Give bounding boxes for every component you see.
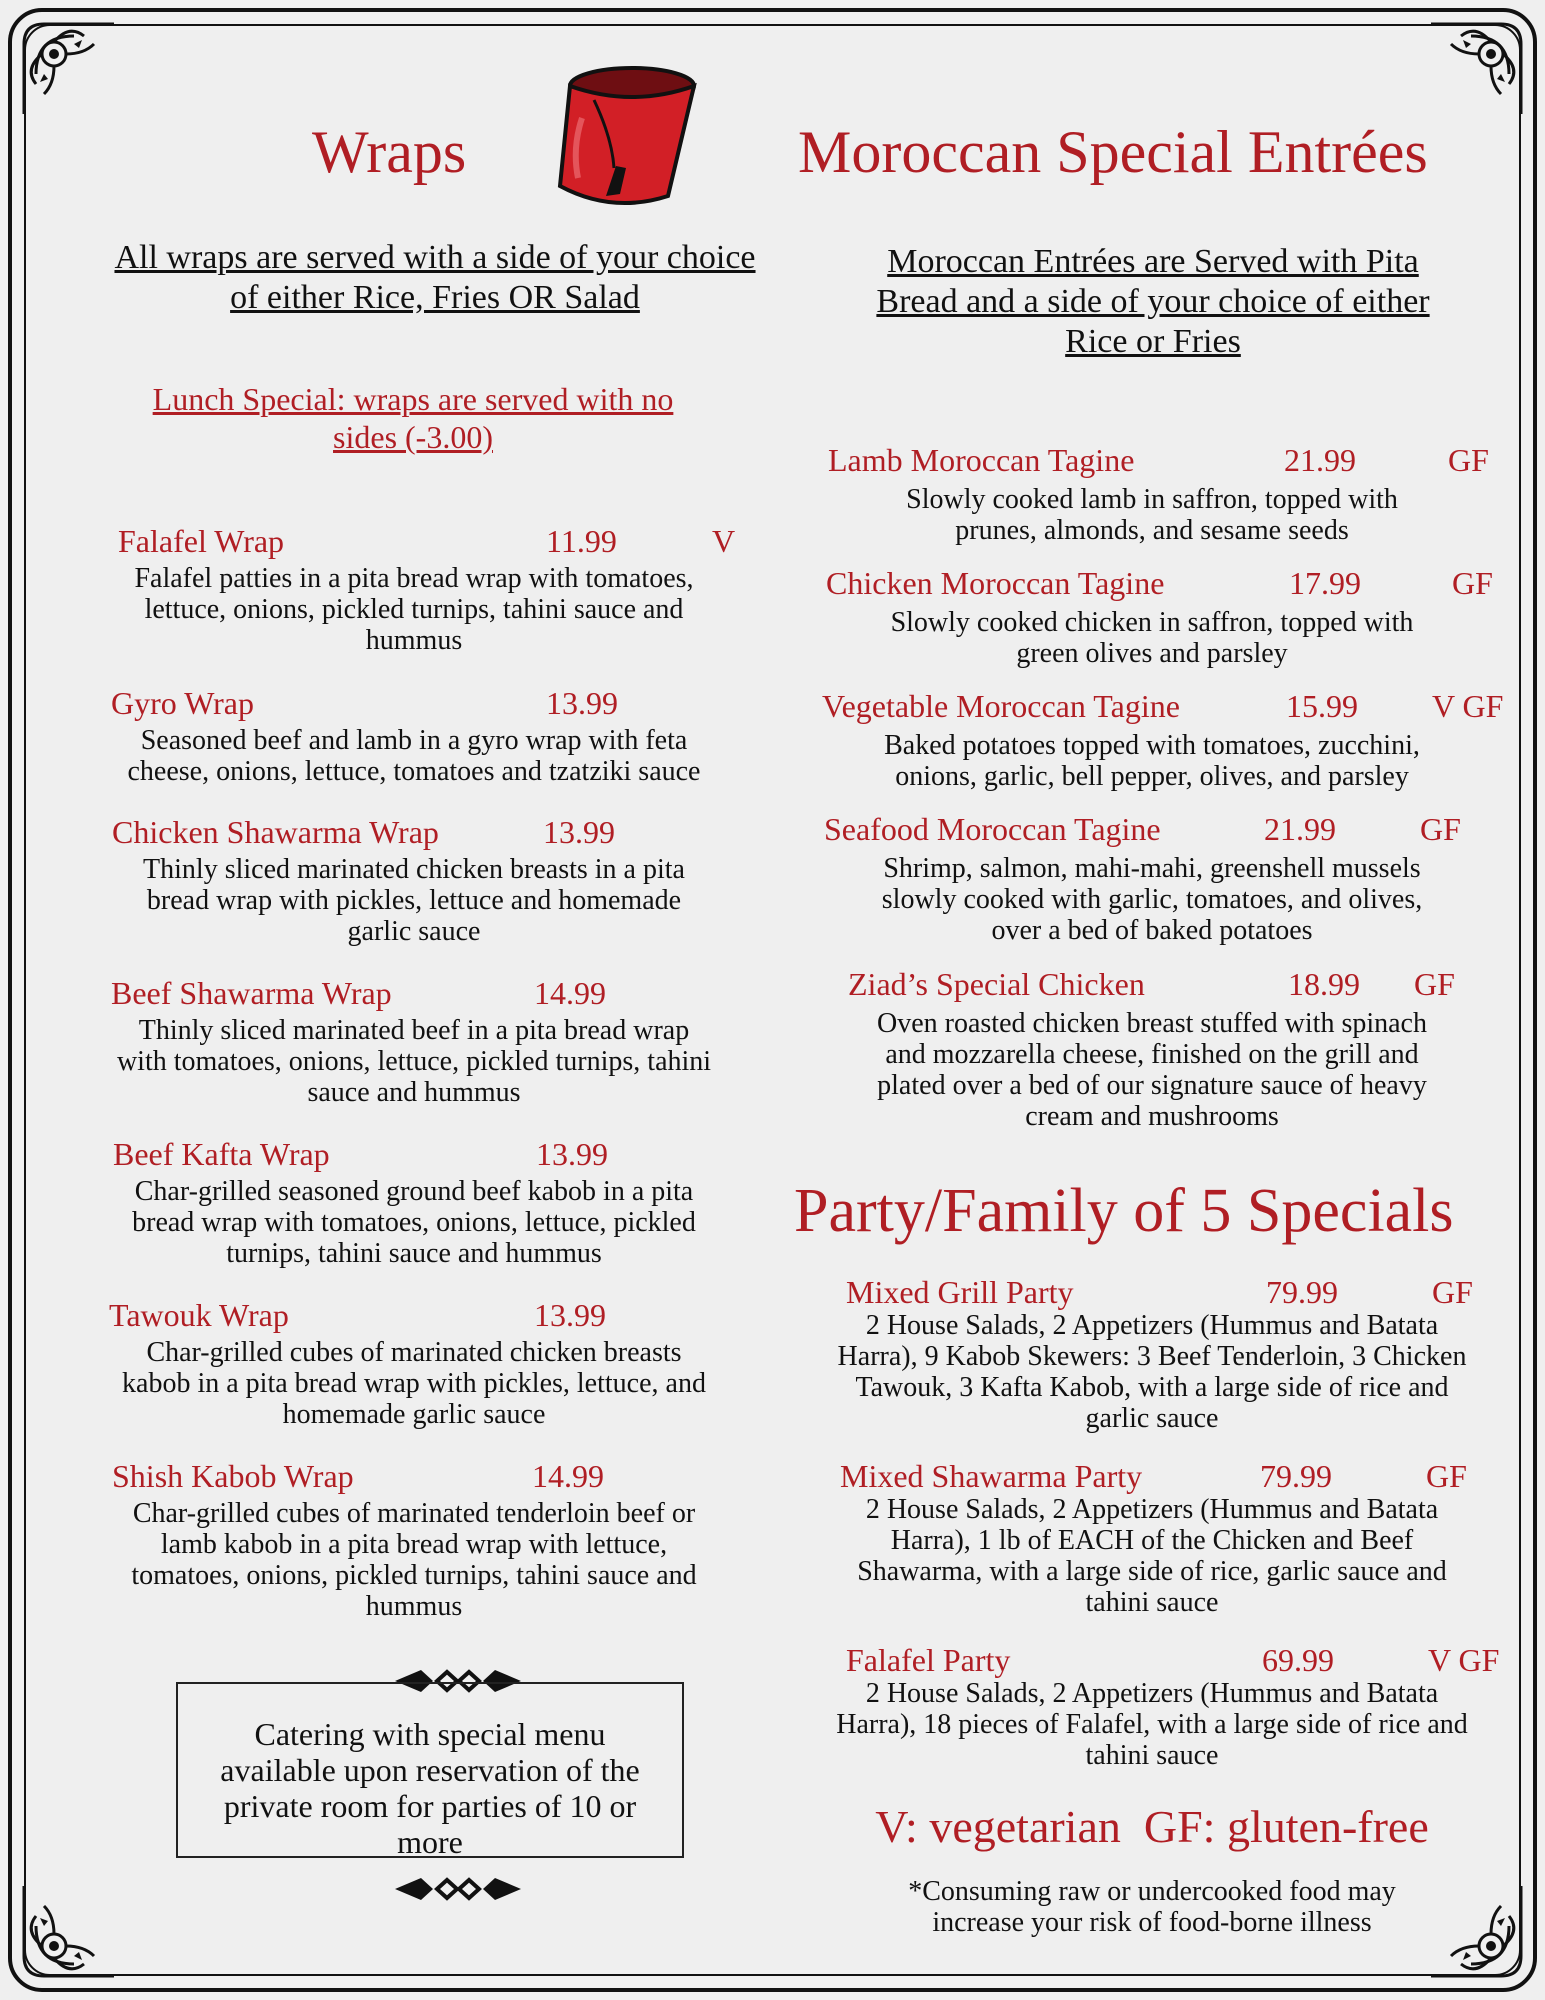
item-description: Thinly sliced marinated chicken breasts in a pita bread wrap with pickles, lettuce and homemade garlic sauce — [143, 854, 685, 947]
moroccan-note-line: Bread and a side of your choice of either — [876, 283, 1430, 320]
menu-item — [812, 442, 1492, 546]
catering-line: more — [397, 1824, 463, 1860]
item-description: Char-grilled cubes of marinated tenderloin beef or lamb kabob in a pita bread wrap with lettuce, tomatoes, onions, pickled turnips, tahini sauce and hummus — [131, 1498, 697, 1622]
item-tag: GF — [1448, 442, 1489, 478]
item-name: Tawouk Wrap — [109, 1297, 289, 1333]
item-description: Falafel patties in a pita bread wrap with tomatoes, lettuce, onions, pickled turnips, tahini sauce and hummus — [134, 563, 694, 656]
item-name: Ziad’s Special Chicken — [848, 966, 1145, 1002]
menu-item — [804, 1458, 1500, 1618]
item-name: Shish Kabob Wrap — [112, 1458, 354, 1494]
item-tag: V GF — [1428, 1642, 1500, 1678]
item-price: 14.99 — [534, 975, 606, 1011]
menu-item — [812, 688, 1504, 792]
item-name: Beef Shawarma Wrap — [111, 975, 392, 1011]
item-name: Mixed Shawarma Party — [840, 1458, 1143, 1494]
menu-item — [804, 1642, 1500, 1771]
moroccan-side-note — [806, 242, 1500, 362]
item-description: 2 House Salads, 2 Appetizers (Hummus and Batata Harra), 9 Kabob Skewers: 3 Beef Tenderloin, 3 Chicken Tawouk, 3 Kafta Kabob, with a large side of rice and garlic sauce — [837, 1310, 1467, 1434]
item-name: Beef Kafta Wrap — [113, 1136, 330, 1172]
item-price: 21.99 — [1284, 442, 1356, 478]
corner-flourish-icon — [14, 1876, 124, 1986]
item-tag: GF — [1426, 1458, 1467, 1494]
item-price: 17.99 — [1289, 565, 1361, 601]
item-tag: GF — [1414, 966, 1455, 1002]
item-price: 69.99 — [1262, 1642, 1334, 1678]
item-name: Seafood Moroccan Tagine — [824, 811, 1161, 847]
item-name: Lamb Moroccan Tagine — [828, 442, 1135, 478]
item-tag: GF — [1432, 1274, 1473, 1310]
catering-line: private room for parties of 10 or — [223, 1788, 637, 1824]
item-name: Vegetable Moroccan Tagine — [822, 688, 1180, 724]
menu-item — [812, 811, 1492, 946]
lunch-special-note — [60, 380, 766, 456]
item-tag: GF — [1420, 811, 1461, 847]
item-name: Gyro Wrap — [111, 685, 254, 721]
item-name: Falafel Wrap — [118, 523, 285, 559]
menu-item — [76, 1297, 752, 1430]
wraps-title: Wraps — [312, 119, 467, 185]
lunch-note-line: sides (-3.00) — [333, 419, 493, 455]
item-price: 79.99 — [1266, 1274, 1338, 1310]
item-description: 2 House Salads, 2 Appetizers (Hummus and Batata Harra), 1 lb of EACH of the Chicken and Beef Shawarma, with a large side of rice, garlic sauce and tahini sauce — [857, 1494, 1447, 1618]
item-description: Oven roasted chicken breast stuffed with spinach and mozzarella cheese, finished on the grill and plated over a bed of our signature sauce of heavy cream and mushrooms — [877, 1008, 1427, 1132]
menu-item — [76, 814, 752, 947]
item-price: 79.99 — [1260, 1458, 1332, 1494]
menu-item — [76, 1458, 752, 1622]
item-price: 14.99 — [532, 1458, 604, 1494]
menu-item — [76, 1136, 752, 1269]
item-tag: GF — [1452, 565, 1493, 601]
lunch-note-line: Lunch Special: wraps are served with no — [152, 381, 674, 417]
moroccan-note-line: Rice or Fries — [1065, 323, 1241, 360]
item-description: Char-grilled cubes of marinated chicken breasts kabob in a pita bread wrap with pickles, lettuce, and homemade garlic sauce — [122, 1337, 706, 1430]
item-description: Thinly sliced marinated beef in a pita bread wrap with tomatoes, onions, lettuce, pickled turnips, tahini sauce and hummus — [116, 1015, 712, 1108]
item-description: Shrimp, salmon, mahi-mahi, greenshell mussels slowly cooked with garlic, tomatoes, and olives, over a bed of baked potatoes — [881, 853, 1423, 946]
menu-item — [812, 966, 1492, 1132]
item-name: Mixed Grill Party — [846, 1274, 1074, 1310]
disclaimer-line: increase your risk of food-borne illness — [932, 1907, 1372, 1938]
menu-item — [812, 565, 1492, 669]
dietary-legend: V: vegetarian GF: gluten-free — [875, 1801, 1429, 1852]
item-description: Slowly cooked lamb in saffron, topped with prunes, almonds, and sesame seeds — [906, 484, 1398, 546]
item-price: 13.99 — [534, 1297, 606, 1333]
item-price: 18.99 — [1288, 966, 1360, 1002]
catering-line: available upon reservation of the — [220, 1752, 640, 1788]
item-description: Char-grilled seasoned ground beef kabob in a pita bread wrap with tomatoes, onions, lettuce, pickled turnips, tahini sauce and hummus — [132, 1176, 696, 1269]
ornament-icon — [393, 1874, 523, 1904]
corner-flourish-icon — [1421, 14, 1531, 124]
item-description: Seasoned beef and lamb in a gyro wrap with feta cheese, onions, lettuce, tomatoes and tzatziki sauce — [127, 725, 701, 787]
item-price: 11.99 — [546, 523, 617, 559]
item-tag: V GF — [1432, 688, 1504, 724]
item-price: 15.99 — [1286, 688, 1358, 724]
item-description: Baked potatoes topped with tomatoes, zucchini, onions, garlic, bell pepper, olives, and parsley — [884, 730, 1420, 792]
moroccan-title: Moroccan Special Entrées — [798, 119, 1428, 185]
corner-flourish-icon — [14, 14, 124, 124]
item-price: 13.99 — [543, 814, 615, 850]
item-description: 2 House Salads, 2 Appetizers (Hummus and Batata Harra), 18 pieces of Falafel, with a large side of rice and tahini sauce — [836, 1678, 1468, 1771]
wraps-side-note — [50, 238, 820, 318]
party-title: Party/Family of 5 Specials — [794, 1177, 1454, 1245]
item-name: Chicken Shawarma Wrap — [112, 814, 439, 850]
item-description: Slowly cooked chicken in saffron, topped with green olives and parsley — [890, 607, 1414, 669]
catering-line: Catering with special menu — [254, 1716, 606, 1752]
wraps-note-line: of either Rice, Fries OR Salad — [230, 279, 640, 316]
item-price: 13.99 — [546, 685, 618, 721]
menu-item — [76, 523, 752, 656]
menu-item — [76, 975, 752, 1108]
item-tag: V — [712, 523, 736, 559]
item-price: 21.99 — [1264, 811, 1336, 847]
item-price: 13.99 — [536, 1136, 608, 1172]
item-name: Chicken Moroccan Tagine — [826, 565, 1165, 601]
menu-item — [804, 1274, 1500, 1434]
moroccan-note-line: Moroccan Entrées are Served with Pita — [887, 243, 1419, 280]
fez-hat-icon — [532, 58, 712, 213]
catering-box — [176, 1682, 684, 1858]
menu-item — [76, 685, 752, 787]
wraps-note-line: All wraps are served with a side of your choice — [114, 239, 756, 276]
item-name: Falafel Party — [846, 1642, 1011, 1678]
disclaimer-line: *Consuming raw or undercooked food may — [908, 1876, 1396, 1907]
food-safety-disclaimer — [804, 1876, 1500, 1938]
